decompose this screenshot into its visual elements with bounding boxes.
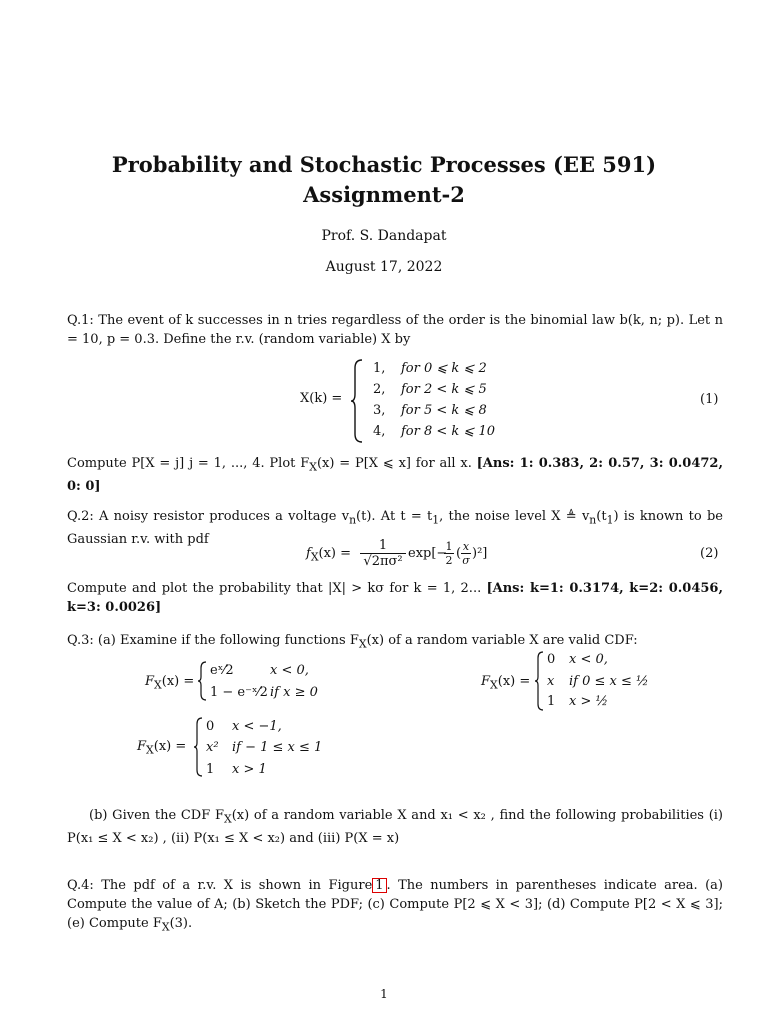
q4-intro (67, 876, 723, 937)
q2-xs-num: x (462, 540, 470, 553)
q2-fraction-den: √2πσ² (360, 553, 406, 569)
q2-xs-den: σ (462, 554, 470, 567)
q3-f3-case-1 (206, 719, 282, 734)
q3-f2-lhs-sub: X (490, 678, 498, 692)
q2-exp (408, 546, 447, 561)
q1-compute-text: Compute P[X = j] j = 1, ..., 4. Plot F (67, 456, 310, 471)
q3-f2-lhs (481, 674, 530, 692)
q3-f2-value: 0 (547, 652, 556, 667)
q3-intro (67, 631, 723, 654)
author: Prof. S. Dandapat (321, 228, 447, 244)
q2-intro-sub3: n (589, 513, 597, 527)
q3-f3-cond: x > 1 (232, 762, 267, 777)
q2-fraction-num: 1 (378, 538, 388, 553)
q3-f3-lhs-sub: X (146, 743, 154, 757)
q3-f2-value: x (547, 674, 555, 689)
q2-lhs: f (306, 546, 311, 561)
q2-intro-e: ) is known to be Gaussian r.v. with pdf (67, 509, 723, 547)
q1-lhs: X(k) = (300, 391, 343, 406)
q2-compute (67, 579, 723, 617)
q2-equation-number: (2) (700, 546, 719, 561)
q3-f2-case-2 (547, 674, 649, 689)
q3-f3-cond: x < −1, (232, 719, 282, 734)
q1-answer: [Ans: 1: 0.383, 2: 0.57, 3: 0.0472, 0: 0] (67, 456, 723, 494)
q2-intro-sub2: 1 (432, 513, 440, 527)
q2-intro-c: , the noise level X ≜ v (439, 509, 590, 524)
q2-exp-text: exp[− (408, 546, 448, 561)
q1-case-4 (373, 424, 495, 439)
q3-f1-case-1 (210, 663, 309, 678)
q1-case-value: 3, (373, 403, 386, 418)
q3-f2-case-1 (547, 652, 608, 667)
q3-intro-text: Q.3: (a) Examine if the following functions F (67, 633, 359, 648)
q2-half (444, 540, 454, 567)
q2-intro-sub: n (349, 513, 357, 527)
q3-f2-lhs-f: F (481, 674, 491, 689)
q3-f3-brace-icon (193, 716, 203, 778)
q3-f1-value: eˣ⁄2 (210, 663, 234, 678)
q3-f1-cond: x < 0, (270, 663, 309, 678)
q3-f3-case-3 (206, 762, 267, 777)
q2-exp-tail: )²] (472, 546, 488, 561)
q1-intro: Q.1: The event of k successes in n tries regardless of the order is the binomial law b(k, n; p). Let n = 10, p = 0.3. Define the r.v. (random variable) X by (67, 313, 723, 347)
q1-brace-icon (350, 358, 364, 444)
q2-intro-a: Q.2: A noisy resistor produces a voltage v (67, 509, 350, 524)
q1-case-cond: for 2 < k ⩽ 5 (401, 382, 487, 397)
q3-part-b (67, 806, 723, 848)
q1-case-cond: for 5 < k ⩽ 8 (401, 403, 487, 418)
page-number: 1 (380, 987, 388, 1001)
q3-f2-cond: x < 0, (569, 652, 608, 667)
title-line-2: Assignment-2 (303, 182, 465, 207)
q3-f1-lhs-sub: X (154, 678, 162, 692)
q3-f3-case-2 (206, 740, 323, 755)
q3-f2-cond: x > ½ (569, 694, 609, 709)
date: August 17, 2022 (325, 259, 443, 275)
q3-f2-brace-icon (534, 650, 544, 712)
q3-intro-sub: X (358, 637, 367, 651)
q3-f1-lhs (145, 674, 194, 692)
q1-equation-number: (1) (700, 392, 719, 407)
q2-intro-b: (t). At t = t (356, 509, 433, 524)
q3-f1-case-2 (210, 685, 318, 700)
q2-half-den: 2 (445, 554, 453, 567)
q3-f2-case-3 (547, 694, 609, 709)
q1-case-cond: for 8 < k ⩽ 10 (401, 424, 495, 439)
q3-f3-value: x² (206, 740, 219, 755)
q3-f3-lhs-f: F (137, 739, 147, 754)
q2-lhs-tail: (x) = (318, 546, 352, 561)
q1-case-value: 2, (373, 382, 386, 397)
q2-fraction (360, 538, 406, 569)
q4-intro-a: Q.4: The pdf of a r.v. X is shown in Figure (67, 878, 373, 893)
q3-part-b-text: (b) Given the CDF F (89, 808, 224, 823)
q4-intro-sub: X (161, 920, 170, 934)
q1-case-cond: for 0 ⩽ k ⩽ 2 (401, 361, 487, 376)
q4-intro-c: (3). (169, 916, 193, 931)
q3-f1-cond: if x ≥ 0 (270, 685, 318, 700)
q2-answer: [Ans: k=1: 0.3174, k=2: 0.0456, k=3: 0.0026] (67, 581, 723, 615)
q1-case-2 (373, 382, 487, 397)
q2-paren-open: ( (456, 546, 462, 561)
q2-compute-text: Compute and plot the probability that |X| > kσ for k = 1, 2... (67, 581, 482, 596)
q1-case-1 (373, 361, 487, 376)
q3-f2-cond: if 0 ≤ x ≤ ½ (569, 674, 649, 689)
q1-compute-sub: X (309, 460, 317, 474)
q3-part-b-sub: X (223, 812, 232, 826)
q2-intro-sub4: 1 (606, 513, 614, 527)
q4-intro-b: . The numbers in parentheses indicate area. (a) Compute the value of A; (b) Sketch the PDF; (c) Compute P[2 ⩽ X < 3]; (d) Compute P[2 < X ⩽ 3]; (e) Compute F (67, 878, 723, 931)
q3-f1-value: 1 − e⁻ˣ⁄2 (210, 685, 268, 700)
q2-equation (306, 546, 351, 564)
q3-f1-brace-icon (197, 660, 207, 702)
q3-f1-lhs-f: F (145, 674, 155, 689)
q2-lhs-sub: X (310, 550, 319, 564)
q3-f2-lhs-tail: (x) = (497, 674, 531, 689)
q1-case-value: 1, (373, 361, 386, 376)
q3-part-b-tail: (x) of a random variable X and x₁ < x₂ , find the following probabilities (i) P(x₁ ≤ X < x₂) , (ii) P(x₁ ≤ X < x₂) and (iii) P(X = x) (67, 808, 723, 846)
q1-compute (67, 454, 723, 496)
q3-f3-value: 1 (206, 762, 215, 777)
q2-half-num: 1 (445, 540, 453, 553)
title-line-1: Probability and Stochastic Processes (EE 591) (111, 152, 657, 177)
q3-f3-lhs-tail: (x) = (153, 739, 187, 754)
q3-f3-cond: if − 1 ≤ x ≤ 1 (232, 740, 323, 755)
q3-f3-value: 0 (206, 719, 215, 734)
q1-case-3 (373, 403, 487, 418)
q3-f1-lhs-tail: (x) = (161, 674, 195, 689)
q1-case-value: 4, (373, 424, 386, 439)
q2-intro-d: (t (596, 509, 607, 524)
q1-compute-tail: (x) = P[X ⩽ x] for all x. (316, 456, 472, 471)
q3-f3-lhs (137, 739, 186, 757)
q2-x-over-sigma (461, 540, 471, 567)
figure-reference-link[interactable]: 1 (372, 878, 386, 893)
q3-f2-value: 1 (547, 694, 556, 709)
q3-intro-tail: (x) of a random variable X are valid CDF: (366, 633, 638, 648)
